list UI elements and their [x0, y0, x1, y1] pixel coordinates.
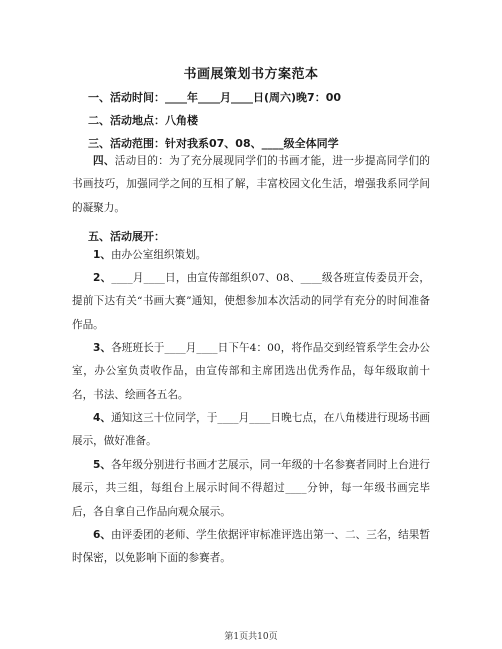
section-process-heading: 五、活动展开：	[88, 230, 165, 243]
list-item: 5、各年级分别进行书画才艺展示，同一年级的十名参赛者同时上台进行展示，共三组，每组台上展示时间不得超过____分钟，每一年级书画完毕后，各自拿自己作品向观众展示。	[72, 459, 430, 518]
section-location: 二、活动地点：八角楼	[88, 114, 198, 127]
page-number: 第1页共10页	[224, 632, 278, 642]
list-item: 1、由办公室组织策划。	[93, 249, 207, 261]
purpose-text: 活动目的：为了充分展现同学们的书画才能，进一步提高同学们的书画技巧，加强同学之间的互相了解，丰富校园文化生活，增强我系同学间的凝聚力。	[72, 155, 431, 214]
list-item: 4、通知这三十位同学，于____月____日晚七点，在八角楼进行现场书画展示，做好准备。	[72, 412, 431, 448]
section-time: 一、活动时间：____年____月____日(周六)晚7：00	[88, 91, 342, 104]
section-purpose	[72, 150, 430, 220]
list-item: 2、____月____日，由宣传部组织07、08、____级各班宣传委员开会，提前下达有关“书画大赛”通知，使想参加本次活动的同学有充分的时间准备作品。	[72, 272, 430, 331]
document-title: 书画展策划书方案范本	[183, 67, 319, 82]
list-item: 3、各班班长于____月____日下午4：00，将作品交到经管系学生会办公室，办公室负责收作品，由宣传部和主席团选出优秀作品，每年级取前十名，书法、绘画各五名。	[72, 342, 431, 401]
section-scope: 三、活动范围：针对我系07、08、____级全体同学	[88, 137, 339, 150]
purpose-lead: 四、	[93, 155, 115, 167]
list-item: 6、由评委团的老师、学生依据评审标准评选出第一、二、三名，结果暂时保密，以免影响下面的参赛者。	[72, 529, 430, 565]
